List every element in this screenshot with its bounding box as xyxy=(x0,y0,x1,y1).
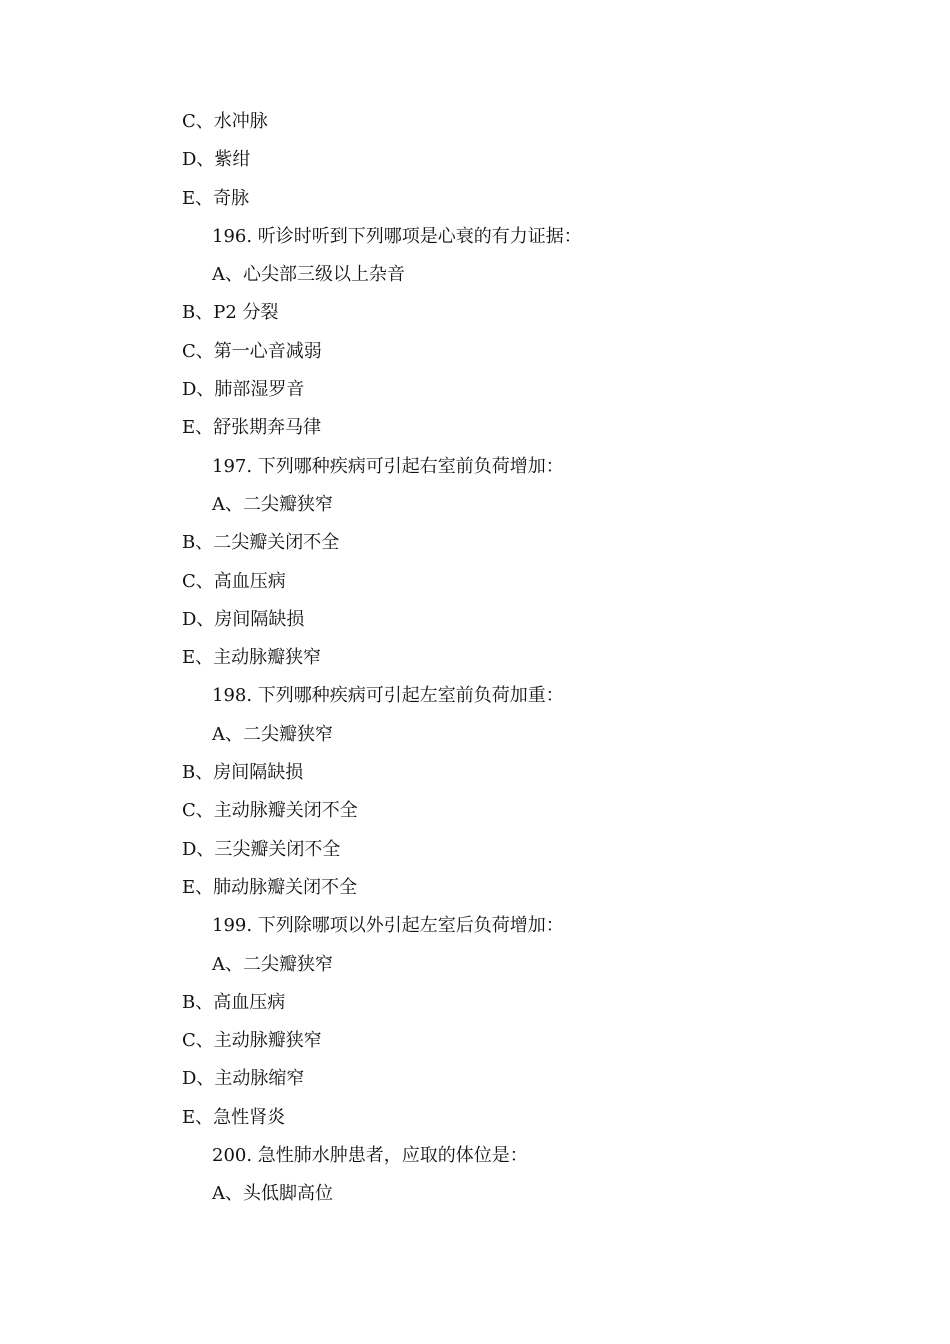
option-line: E、主动脉瓣狭窄 xyxy=(182,647,322,669)
option-line: A、心尖部三级以上杂音 xyxy=(212,264,405,286)
option-line: C、水冲脉 xyxy=(182,111,268,132)
option-line: C、主动脉瓣狭窄 xyxy=(182,1030,322,1052)
option-line: B、P2 分裂 xyxy=(182,302,279,324)
option-line: E、舒张期奔马律 xyxy=(182,417,322,439)
question-199: 199. 下列除哪项以外引起左室后负荷增加： xyxy=(212,915,564,937)
question-200: 200. 急性肺水肿患者，应取的体位是： xyxy=(212,1145,528,1167)
option-line: D、肺部湿罗音 xyxy=(182,379,305,401)
question-197: 197. 下列哪种疾病可引起右室前负荷增加： xyxy=(212,455,564,477)
option-line: D、三尖瓣关闭不全 xyxy=(182,838,341,860)
option-line: B、房间隔缺损 xyxy=(182,762,304,784)
question-list xyxy=(0,109,950,1220)
option-line: D、主动脉缩窄 xyxy=(182,1068,305,1090)
option-line: E、急性肾炎 xyxy=(182,1106,286,1128)
option-line: A、二尖瓣狭窄 xyxy=(212,723,333,745)
question-196: 196. 听诊时听到下列哪项是心衰的有力证据： xyxy=(212,225,582,247)
option-line: A、头低脚高位 xyxy=(212,1183,333,1205)
option-line: D、紫绀 xyxy=(182,149,251,171)
option-line: B、高血压病 xyxy=(182,991,286,1013)
option-line: A、二尖瓣狭窄 xyxy=(212,493,333,515)
option-line: C、高血压病 xyxy=(182,570,286,592)
option-line: B、二尖瓣关闭不全 xyxy=(182,532,340,554)
option-line: E、奇脉 xyxy=(182,187,250,209)
option-line: D、房间隔缺损 xyxy=(182,608,305,630)
question-198: 198. 下列哪种疾病可引起左室前负荷加重： xyxy=(212,685,564,707)
option-line: C、主动脉瓣关闭不全 xyxy=(182,800,358,822)
option-line: E、肺动脉瓣关闭不全 xyxy=(182,876,358,898)
option-line: A、二尖瓣狭窄 xyxy=(212,953,333,975)
option-line: C、第一心音减弱 xyxy=(182,340,322,362)
